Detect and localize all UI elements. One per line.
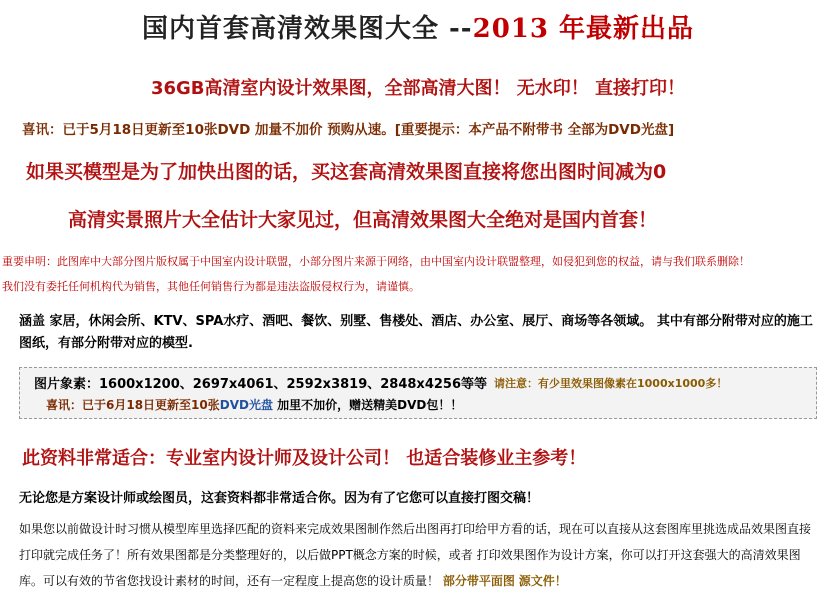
- model-line: 如果买模型是为了加快出图的话，买这套高清效果图直接将您出图时间减为0: [26, 161, 667, 183]
- update-note: [46, 396, 462, 413]
- title-accent: 2013 年最新出品: [472, 14, 695, 44]
- any-user-line: 无论您是方案设计师或绘图员，这套资料都非常适合你。因为有了它您可以直接打图交稿！: [19, 491, 540, 506]
- pixel-sizes: 图片象素：1600x1200、2697x4061、2592x3819、2848x4256等等: [34, 377, 487, 392]
- disclaimer-line-1: 重要申明：此图库中大部分图片版权属于中国室内设计联盟，小部分图片来源于网络，由中国室内设计联盟整理，如侵犯到您的权益，请与我们联系删除！: [2, 255, 750, 268]
- update-suffix: 加里不加价，赠送精美DVD包！！: [272, 398, 463, 412]
- title-main: 国内首套高清效果图大全 --: [141, 14, 473, 44]
- page-title: [0, 8, 836, 45]
- floorplan-link[interactable]: 部分带平面图: [442, 574, 515, 588]
- coverage-text: 涵盖 家居，休闲会所、KTV、SPA水疗、酒吧、餐饮、别墅、售楼处、酒店、办公室、展厅、商场等各领域。 其中有部分附带对应的施工图纸，有部分附带对应的模型.: [19, 314, 813, 351]
- update-prefix: 喜讯：已于6月18日更新至10张: [46, 398, 220, 412]
- suitable-line: 此资料非常适合：专业室内设计师及设计公司！ 也适合装修业主参考！: [22, 448, 587, 469]
- pixel-info-box: [19, 367, 817, 419]
- update-dvd: DVD光盘: [219, 398, 273, 412]
- photo-line: 高清实景照片大全估计大家见过，但高清效果图大全绝对是国内首套！: [68, 209, 658, 231]
- paragraph-text: 如果您以前做设计时习惯从模型库里选择匹配的资料来完成效果图制作然后出图再打印给甲方看的话，现在可以直接从这套图库里挑选成品效果图直接打印就完成任务了！所有效果图都是分类整理好的，以后做PPT概念方案的时候，或者 打印效果图作为设计方案，你可以打开这套强大的高清效果图库。可以有效的节省您找设计素材的时间，还有一定程度上提高您的设计质量！: [19, 522, 812, 588]
- news-line: 喜讯：已于5月18日更新至10张DVD 加量不加价 预购从速。[重要提示：本产品不附带书 全部为DVD光盘]: [22, 122, 675, 138]
- headline-36gb: 36GB高清室内设计效果图，全部高清大图！ 无水印！ 直接打印！: [150, 78, 686, 99]
- intro-paragraph: [19, 516, 819, 594]
- pixel-note: 请注意：有少里效果图像素在1000x1000多！: [494, 377, 728, 390]
- source-files-link[interactable]: 源文件！: [518, 574, 567, 588]
- disclaimer-line-2: 我们没有委托任何机构代为销售，其他任何销售行为都是违法盗版侵权行为，请谨慎。: [2, 280, 420, 293]
